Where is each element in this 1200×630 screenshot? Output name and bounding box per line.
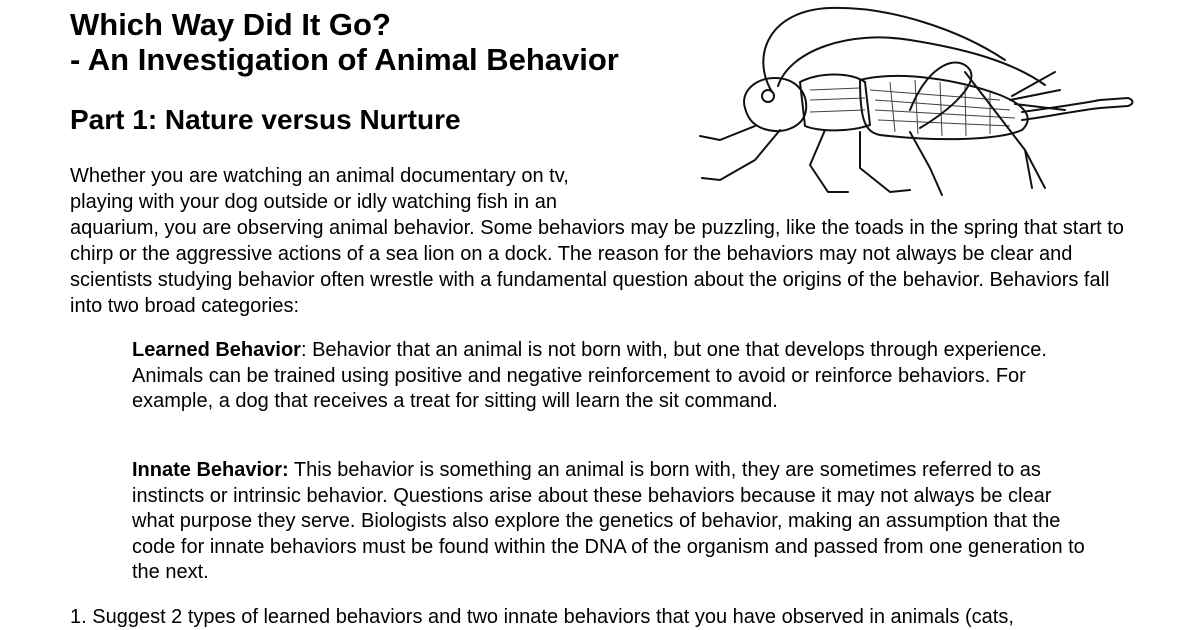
cricket-body [860,76,1028,139]
section-heading: Part 1: Nature versus Nurture [70,104,461,135]
front-leg-1 [700,126,755,140]
innate-behavior-definition [132,458,1092,586]
middle-leg-1 [810,130,848,192]
question-1: 1. Suggest 2 types of learned behaviors and two innate behaviors that you have observed in animals (cats, [70,606,1014,628]
cricket-head [744,78,806,131]
intro-paragraph-start [70,163,670,215]
innate-behavior-term: Innate Behavior: [132,459,289,481]
learned-behavior-text: : Behavior that an animal is not born with, but one that develops through experience. Animals can be trained using positive and negative reinforcement to avoid or reinforce behaviors. For example, a dog that receives a treat for sitting will learn the sit command. [132,339,1047,412]
cricket-ovipositor [1022,98,1133,120]
learned-behavior-definition [132,338,1092,415]
intro-paragraph-rest: aquarium, you are observing animal behavior. Some behaviors may be puzzling, like the toads in the spring that start to chirp or the aggressive actions of a sea lion on a dock. The reason for the behaviors may not always be clear and scientists studying behavior often wrestle with a fundamental question about the origins of the behavior. Behaviors fall into two broad categories: [70,217,1124,317]
intro-line-1: Whether you are watching an animal documentary on tv, [70,165,569,187]
title-line-2: - An Investigation of Animal Behavior [70,42,619,77]
innate-behavior-text: This behavior is something an animal is born with, they are sometimes referred to as instincts or intrinsic behavior. Questions arise about these behaviors because it may not always be clear what purpose they serve. Biologists also explore the genetics of behavior, making an assumption that the code for innate behaviors must be found within the DNA of the organism and passed from one generation to the next. [132,459,1085,583]
cricket-eye [762,90,774,102]
title-line-1: Which Way Did It Go? [70,7,391,42]
hind-leg-lower [910,132,942,195]
intro-line-2: playing with your dog outside or idly watching fish in an [70,191,557,213]
front-leg-2 [702,130,780,180]
antenna-upper [763,8,1005,92]
document-title [70,7,619,77]
learned-behavior-term: Learned Behavior [132,339,301,361]
antenna-lower [778,37,1045,86]
cricket-illustration [660,0,1140,205]
middle-leg-2 [860,132,910,192]
